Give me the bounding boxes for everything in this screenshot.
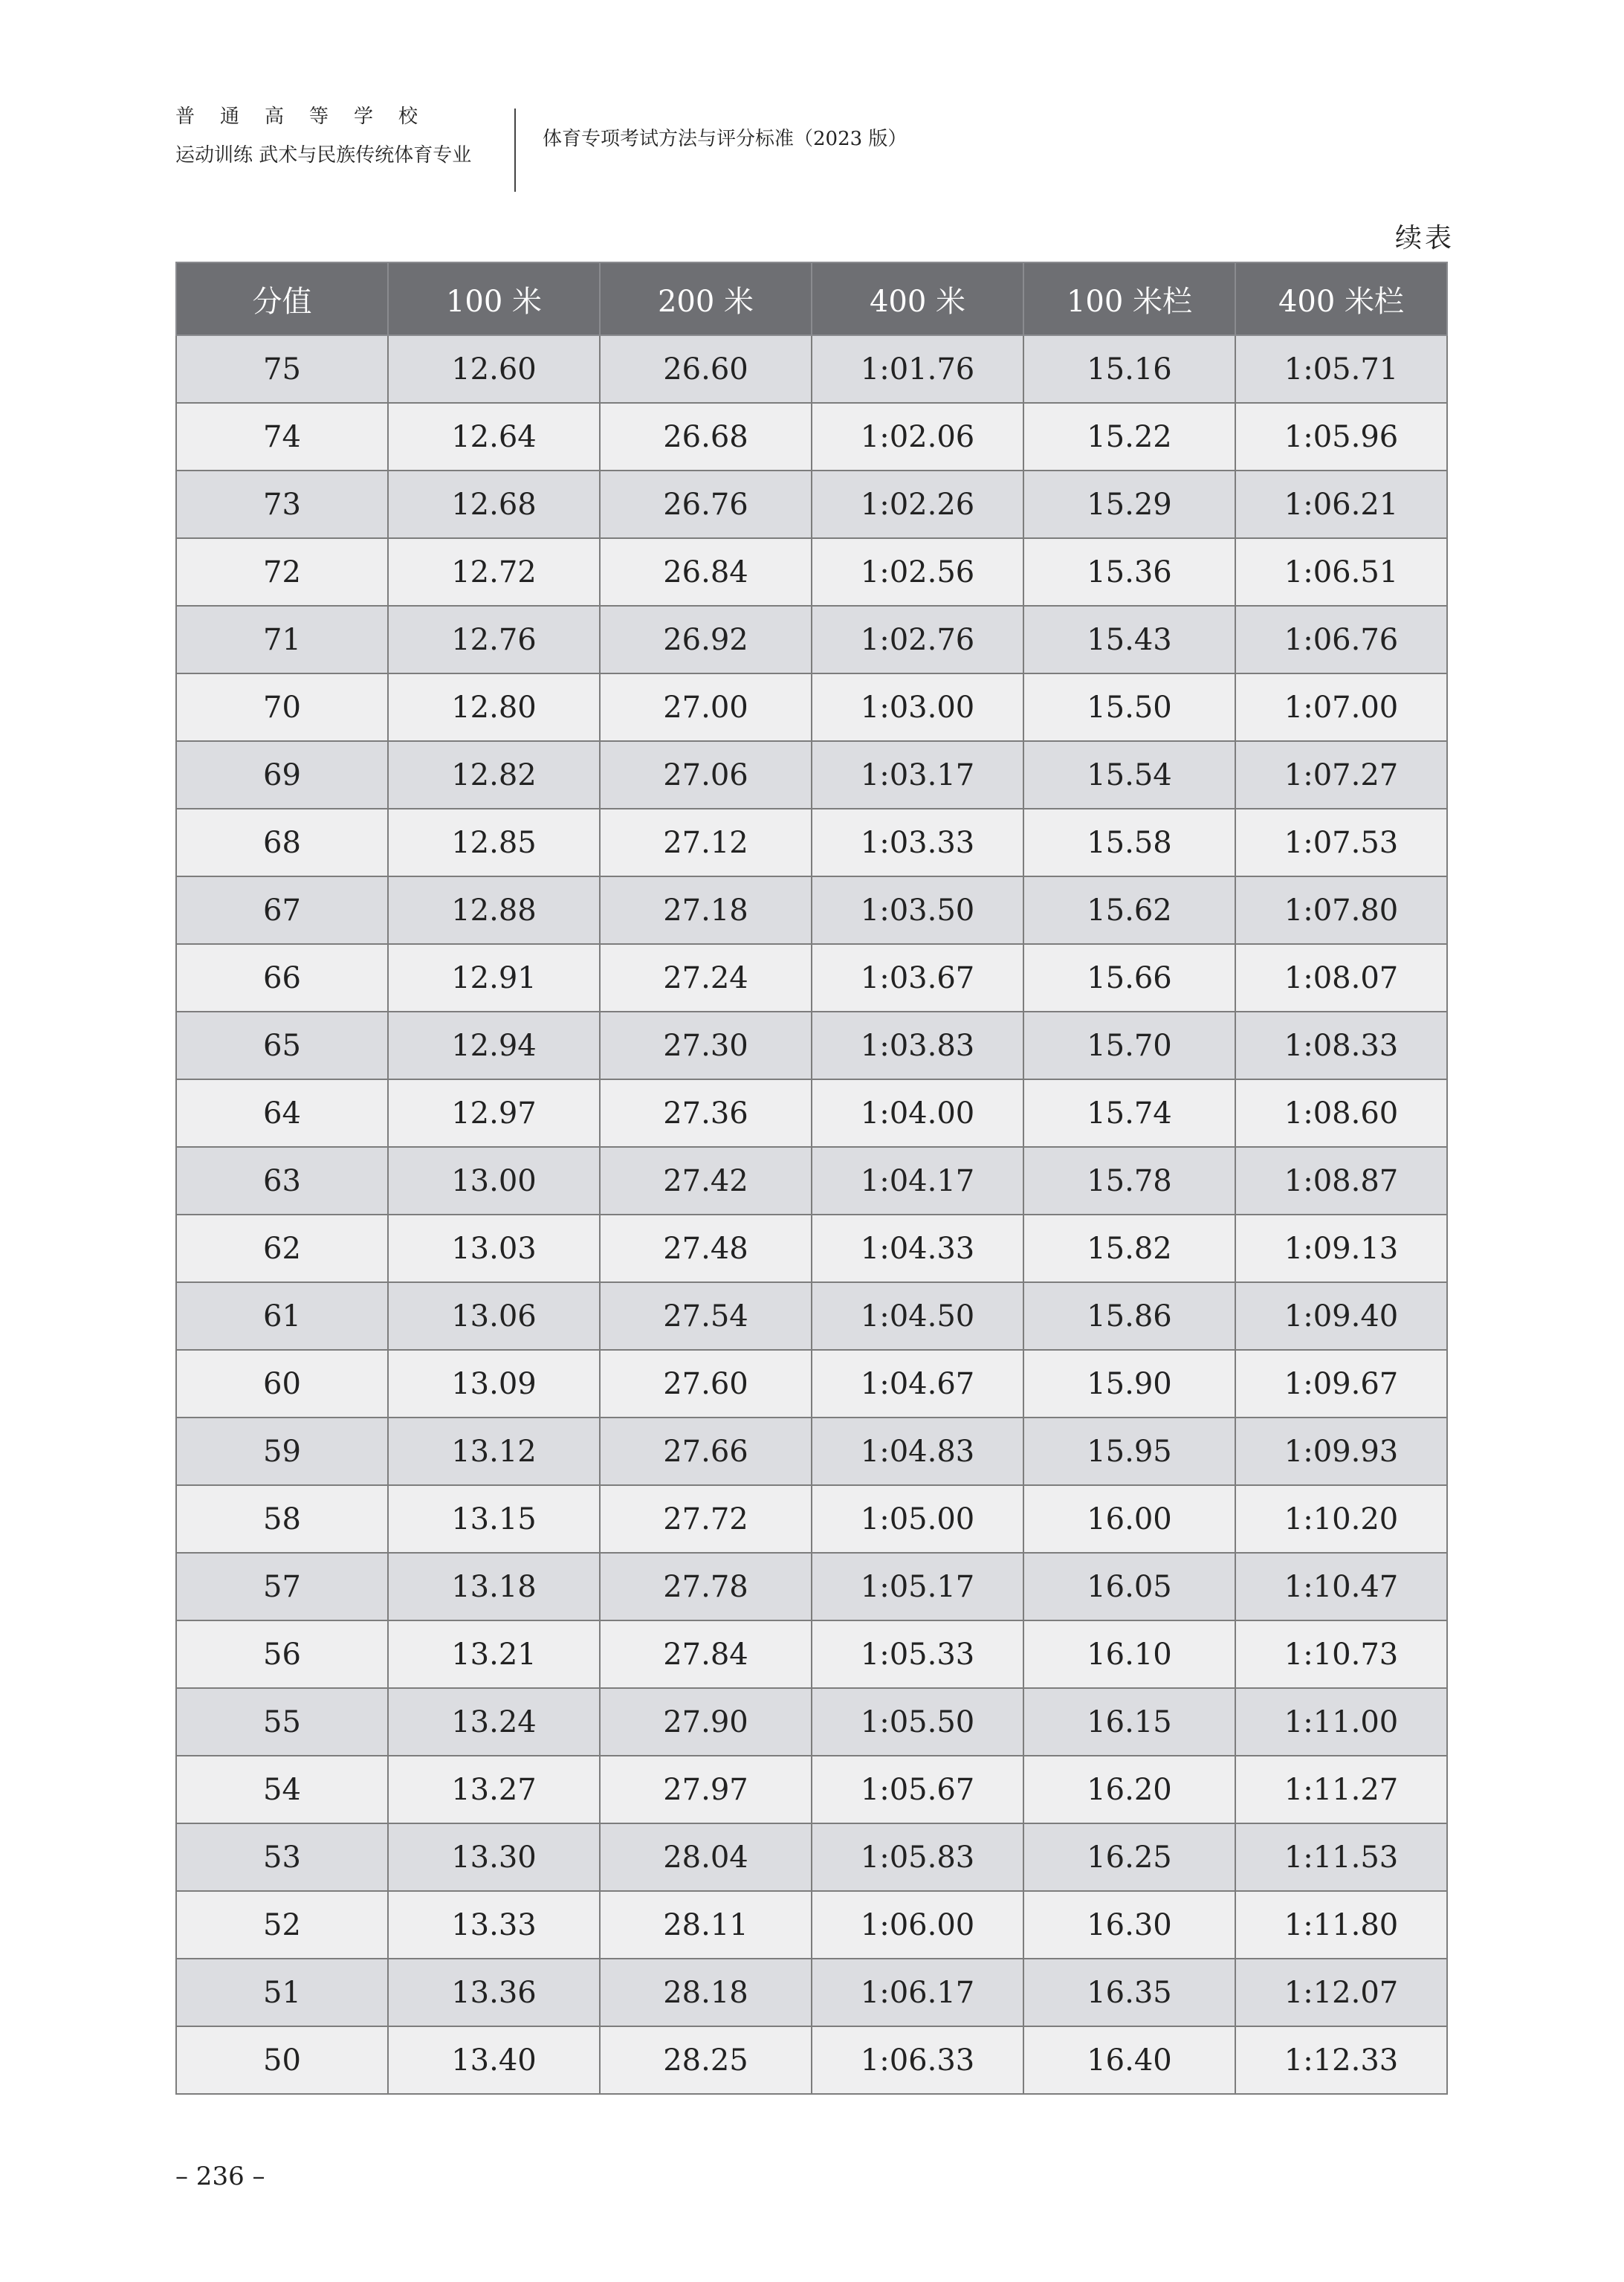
cell-400m: 1:04.33 xyxy=(812,1215,1023,1282)
cell-400m-hurdles: 1:11.27 xyxy=(1235,1756,1447,1823)
table-row xyxy=(176,606,1447,673)
cell-200m: 27.90 xyxy=(600,1688,812,1756)
cell-score: 63 xyxy=(176,1147,388,1215)
cell-200m: 28.18 xyxy=(600,1959,812,2026)
header-divider xyxy=(514,109,516,192)
cell-100m-hurdles: 16.05 xyxy=(1023,1553,1235,1620)
cell-100m: 12.88 xyxy=(388,876,600,944)
cell-200m: 26.68 xyxy=(600,403,812,471)
column-header-400m: 400 米 xyxy=(812,262,1023,335)
table-row xyxy=(176,1485,1447,1553)
cell-400m-hurdles: 1:07.27 xyxy=(1235,741,1447,809)
table-row xyxy=(176,1891,1447,1959)
cell-200m: 27.24 xyxy=(600,944,812,1012)
cell-score: 72 xyxy=(176,538,388,606)
column-header-200m: 200 米 xyxy=(600,262,812,335)
table-row xyxy=(176,1620,1447,1688)
cell-100m: 12.94 xyxy=(388,1012,600,1079)
cell-score: 65 xyxy=(176,1012,388,1079)
table-row xyxy=(176,1012,1447,1079)
cell-200m: 26.92 xyxy=(600,606,812,673)
cell-100m-hurdles: 15.90 xyxy=(1023,1350,1235,1418)
cell-400m: 1:06.33 xyxy=(812,2026,1023,2094)
cell-score: 50 xyxy=(176,2026,388,2094)
table-row xyxy=(176,1350,1447,1418)
cell-score: 68 xyxy=(176,809,388,876)
cell-400m: 1:05.67 xyxy=(812,1756,1023,1823)
cell-score: 54 xyxy=(176,1756,388,1823)
cell-100m: 13.03 xyxy=(388,1215,600,1282)
cell-400m: 1:02.06 xyxy=(812,403,1023,471)
cell-400m-hurdles: 1:12.33 xyxy=(1235,2026,1447,2094)
cell-score: 55 xyxy=(176,1688,388,1756)
column-header-score: 分值 xyxy=(176,262,388,335)
cell-100m: 12.97 xyxy=(388,1079,600,1147)
cell-100m-hurdles: 15.66 xyxy=(1023,944,1235,1012)
cell-400m-hurdles: 1:06.76 xyxy=(1235,606,1447,673)
cell-400m-hurdles: 1:06.51 xyxy=(1235,538,1447,606)
cell-200m: 27.72 xyxy=(600,1485,812,1553)
cell-100m-hurdles: 16.30 xyxy=(1023,1891,1235,1959)
cell-100m: 13.06 xyxy=(388,1282,600,1350)
header-left xyxy=(175,104,502,168)
cell-400m: 1:05.83 xyxy=(812,1823,1023,1891)
cell-score: 74 xyxy=(176,403,388,471)
cell-400m: 1:06.17 xyxy=(812,1959,1023,2026)
cell-400m-hurdles: 1:09.13 xyxy=(1235,1215,1447,1282)
table-row xyxy=(176,538,1447,606)
cell-200m: 27.12 xyxy=(600,809,812,876)
cell-200m: 27.30 xyxy=(600,1012,812,1079)
cell-200m: 27.42 xyxy=(600,1147,812,1215)
cell-100m: 12.64 xyxy=(388,403,600,471)
cell-400m: 1:05.17 xyxy=(812,1553,1023,1620)
cell-200m: 27.54 xyxy=(600,1282,812,1350)
cell-200m: 28.11 xyxy=(600,1891,812,1959)
table-row xyxy=(176,403,1447,471)
cell-100m: 13.15 xyxy=(388,1485,600,1553)
cell-400m: 1:04.83 xyxy=(812,1418,1023,1485)
cell-400m-hurdles: 1:10.20 xyxy=(1235,1485,1447,1553)
cell-200m: 27.60 xyxy=(600,1350,812,1418)
cell-100m-hurdles: 15.58 xyxy=(1023,809,1235,876)
cell-100m: 12.91 xyxy=(388,944,600,1012)
cell-400m-hurdles: 1:12.07 xyxy=(1235,1959,1447,2026)
cell-400m: 1:04.17 xyxy=(812,1147,1023,1215)
cell-200m: 27.18 xyxy=(600,876,812,944)
header-program: 运动训练 武术与民族传统体育专业 xyxy=(175,144,472,167)
cell-100m: 12.82 xyxy=(388,741,600,809)
cell-100m-hurdles: 15.50 xyxy=(1023,673,1235,741)
cell-200m: 27.78 xyxy=(600,1553,812,1620)
table-header-row xyxy=(176,262,1447,335)
cell-400m-hurdles: 1:07.00 xyxy=(1235,673,1447,741)
cell-400m-hurdles: 1:10.73 xyxy=(1235,1620,1447,1688)
table-row xyxy=(176,2026,1447,2094)
table-row xyxy=(176,741,1447,809)
table-row xyxy=(176,471,1447,538)
cell-100m: 12.76 xyxy=(388,606,600,673)
cell-100m-hurdles: 15.54 xyxy=(1023,741,1235,809)
cell-100m-hurdles: 15.16 xyxy=(1023,335,1235,403)
cell-100m: 13.36 xyxy=(388,1959,600,2026)
cell-400m-hurdles: 1:08.87 xyxy=(1235,1147,1447,1215)
cell-400m-hurdles: 1:08.60 xyxy=(1235,1079,1447,1147)
cell-100m-hurdles: 15.74 xyxy=(1023,1079,1235,1147)
cell-400m: 1:03.17 xyxy=(812,741,1023,809)
table-body xyxy=(176,335,1447,2094)
cell-200m: 28.04 xyxy=(600,1823,812,1891)
cell-100m: 13.00 xyxy=(388,1147,600,1215)
cell-400m-hurdles: 1:07.80 xyxy=(1235,876,1447,944)
cell-400m-hurdles: 1:11.00 xyxy=(1235,1688,1447,1756)
cell-100m: 12.72 xyxy=(388,538,600,606)
cell-100m: 13.18 xyxy=(388,1553,600,1620)
cell-400m-hurdles: 1:05.71 xyxy=(1235,335,1447,403)
cell-100m: 13.40 xyxy=(388,2026,600,2094)
cell-200m: 27.36 xyxy=(600,1079,812,1147)
cell-100m-hurdles: 16.40 xyxy=(1023,2026,1235,2094)
table-row xyxy=(176,1282,1447,1350)
cell-score: 58 xyxy=(176,1485,388,1553)
cell-400m: 1:03.50 xyxy=(812,876,1023,944)
cell-400m-hurdles: 1:05.96 xyxy=(1235,403,1447,471)
cell-100m-hurdles: 16.20 xyxy=(1023,1756,1235,1823)
cell-score: 56 xyxy=(176,1620,388,1688)
cell-100m: 12.68 xyxy=(388,471,600,538)
score-table xyxy=(175,262,1448,2095)
cell-100m-hurdles: 16.15 xyxy=(1023,1688,1235,1756)
cell-400m: 1:04.50 xyxy=(812,1282,1023,1350)
cell-score: 67 xyxy=(176,876,388,944)
cell-400m-hurdles: 1:09.40 xyxy=(1235,1282,1447,1350)
column-header-400m-hurdles: 400 米栏 xyxy=(1235,262,1447,335)
cell-100m: 13.24 xyxy=(388,1688,600,1756)
cell-100m: 13.12 xyxy=(388,1418,600,1485)
cell-400m-hurdles: 1:10.47 xyxy=(1235,1553,1447,1620)
cell-score: 71 xyxy=(176,606,388,673)
cell-200m: 26.60 xyxy=(600,335,812,403)
cell-score: 69 xyxy=(176,741,388,809)
cell-400m-hurdles: 1:11.53 xyxy=(1235,1823,1447,1891)
cell-100m: 12.80 xyxy=(388,673,600,741)
cell-200m: 26.84 xyxy=(600,538,812,606)
page-number: – 236 – xyxy=(175,2162,265,2191)
table-row xyxy=(176,1756,1447,1823)
cell-400m: 1:02.56 xyxy=(812,538,1023,606)
cell-200m: 27.84 xyxy=(600,1620,812,1688)
cell-400m-hurdles: 1:06.21 xyxy=(1235,471,1447,538)
cell-score: 57 xyxy=(176,1553,388,1620)
cell-400m: 1:02.26 xyxy=(812,471,1023,538)
cell-400m: 1:05.50 xyxy=(812,1688,1023,1756)
cell-400m: 1:05.00 xyxy=(812,1485,1023,1553)
cell-400m: 1:05.33 xyxy=(812,1620,1023,1688)
cell-score: 52 xyxy=(176,1891,388,1959)
cell-score: 75 xyxy=(176,335,388,403)
cell-100m: 12.85 xyxy=(388,809,600,876)
cell-200m: 27.00 xyxy=(600,673,812,741)
cell-score: 61 xyxy=(176,1282,388,1350)
table-row xyxy=(176,1959,1447,2026)
continued-table-label: 续表 xyxy=(1394,223,1455,253)
cell-100m-hurdles: 15.86 xyxy=(1023,1282,1235,1350)
cell-100m-hurdles: 16.25 xyxy=(1023,1823,1235,1891)
cell-score: 59 xyxy=(176,1418,388,1485)
cell-score: 60 xyxy=(176,1350,388,1418)
table-row xyxy=(176,1553,1447,1620)
header-book-title: 体育专项考试方法与评分标准（2023 版） xyxy=(543,128,908,150)
cell-200m: 26.76 xyxy=(600,471,812,538)
table-row xyxy=(176,1688,1447,1756)
cell-100m-hurdles: 16.10 xyxy=(1023,1620,1235,1688)
cell-400m-hurdles: 1:07.53 xyxy=(1235,809,1447,876)
cell-100m-hurdles: 15.43 xyxy=(1023,606,1235,673)
column-header-100m: 100 米 xyxy=(388,262,600,335)
cell-200m: 28.25 xyxy=(600,2026,812,2094)
cell-100m: 13.33 xyxy=(388,1891,600,1959)
cell-score: 53 xyxy=(176,1823,388,1891)
cell-200m: 27.48 xyxy=(600,1215,812,1282)
cell-400m: 1:01.76 xyxy=(812,335,1023,403)
cell-100m: 13.27 xyxy=(388,1756,600,1823)
cell-100m: 13.30 xyxy=(388,1823,600,1891)
cell-score: 51 xyxy=(176,1959,388,2026)
cell-400m: 1:02.76 xyxy=(812,606,1023,673)
cell-100m-hurdles: 15.78 xyxy=(1023,1147,1235,1215)
cell-400m: 1:04.00 xyxy=(812,1079,1023,1147)
cell-100m-hurdles: 15.62 xyxy=(1023,876,1235,944)
cell-100m-hurdles: 15.36 xyxy=(1023,538,1235,606)
cell-400m-hurdles: 1:11.80 xyxy=(1235,1891,1447,1959)
table-row xyxy=(176,809,1447,876)
table-row xyxy=(176,1147,1447,1215)
cell-400m-hurdles: 1:09.67 xyxy=(1235,1350,1447,1418)
cell-400m: 1:03.00 xyxy=(812,673,1023,741)
table-row xyxy=(176,1215,1447,1282)
cell-score: 66 xyxy=(176,944,388,1012)
cell-200m: 27.66 xyxy=(600,1418,812,1485)
table-row xyxy=(176,1079,1447,1147)
cell-100m-hurdles: 16.00 xyxy=(1023,1485,1235,1553)
cell-100m-hurdles: 15.29 xyxy=(1023,471,1235,538)
cell-400m-hurdles: 1:08.07 xyxy=(1235,944,1447,1012)
cell-score: 62 xyxy=(176,1215,388,1282)
cell-400m: 1:06.00 xyxy=(812,1891,1023,1959)
cell-100m: 12.60 xyxy=(388,335,600,403)
cell-100m: 13.21 xyxy=(388,1620,600,1688)
cell-100m-hurdles: 15.95 xyxy=(1023,1418,1235,1485)
cell-200m: 27.97 xyxy=(600,1756,812,1823)
table-row xyxy=(176,673,1447,741)
table-row xyxy=(176,944,1447,1012)
table-row xyxy=(176,335,1447,403)
cell-100m-hurdles: 15.82 xyxy=(1023,1215,1235,1282)
cell-200m: 27.06 xyxy=(600,741,812,809)
cell-100m: 13.09 xyxy=(388,1350,600,1418)
cell-400m-hurdles: 1:09.93 xyxy=(1235,1418,1447,1485)
cell-400m-hurdles: 1:08.33 xyxy=(1235,1012,1447,1079)
column-header-100m-hurdles: 100 米栏 xyxy=(1023,262,1235,335)
cell-400m: 1:03.83 xyxy=(812,1012,1023,1079)
cell-100m-hurdles: 15.70 xyxy=(1023,1012,1235,1079)
cell-400m: 1:04.67 xyxy=(812,1350,1023,1418)
cell-100m-hurdles: 16.35 xyxy=(1023,1959,1235,2026)
header-school: 普通高等学校 xyxy=(175,106,444,128)
table-row xyxy=(176,1823,1447,1891)
cell-score: 73 xyxy=(176,471,388,538)
cell-100m-hurdles: 15.22 xyxy=(1023,403,1235,471)
cell-score: 70 xyxy=(176,673,388,741)
cell-400m: 1:03.33 xyxy=(812,809,1023,876)
cell-score: 64 xyxy=(176,1079,388,1147)
table-row xyxy=(176,876,1447,944)
cell-400m: 1:03.67 xyxy=(812,944,1023,1012)
table-row xyxy=(176,1418,1447,1485)
